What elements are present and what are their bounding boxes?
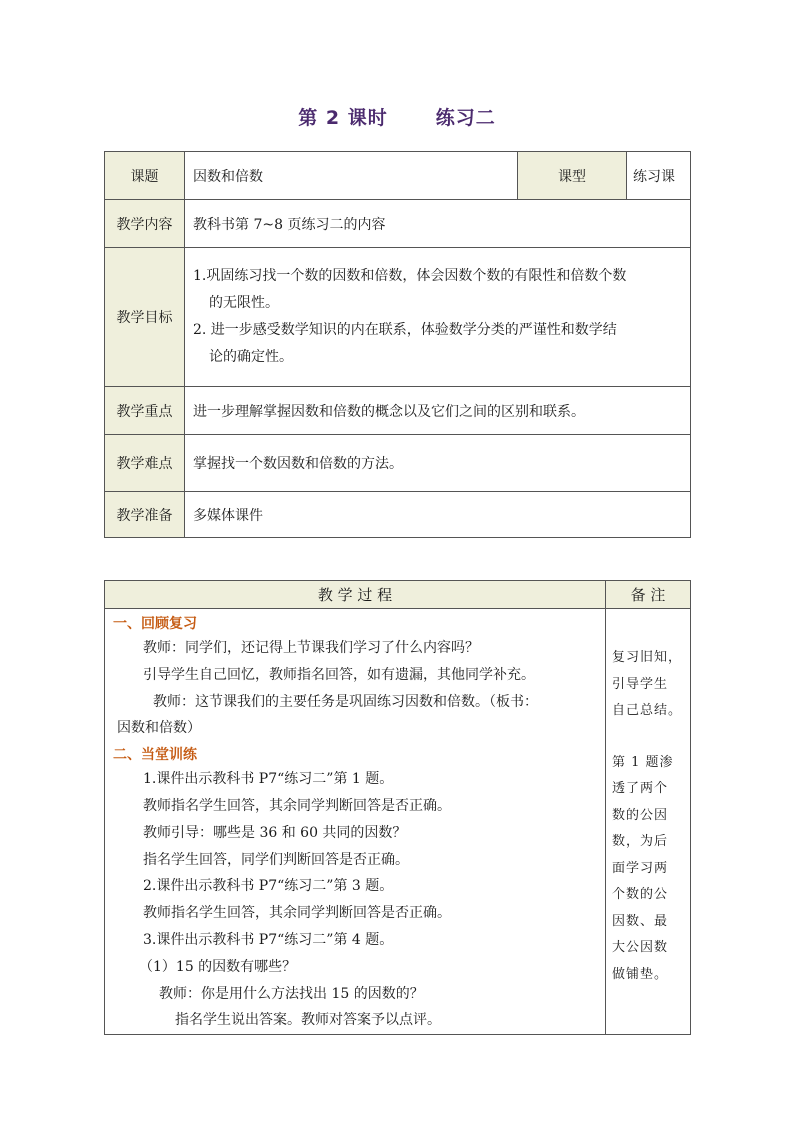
lesson-info-table [104,151,691,538]
page-title [0,103,794,130]
note-line: 复习旧知， [612,650,683,665]
content-row [105,200,691,248]
note-line: 大公因数 [612,940,669,955]
topic-label: 课题 [105,152,185,200]
key-label: 教学重点 [105,387,185,435]
text-line: 3.课件出示教科书 P7“练习二”第 4 题。 [143,931,394,948]
prep-row [105,492,691,538]
content-label: 教学内容 [105,200,185,248]
note-line: 引导学生 [612,676,669,692]
text-line: 引导学生自己回忆，教师指名回答，如有遗漏，其他同学补充。 [143,666,535,683]
note-line: 数，为后 [612,834,669,849]
key-value: 进一步理解掌握因数和倍数的概念以及它们之间的区别和联系。 [185,387,691,435]
topic-value: 因数和倍数 [185,152,518,200]
note-line: 个数的公 [612,887,669,902]
notes-header: 备 注 [606,581,691,609]
goal-row [105,248,691,387]
notes-content [606,609,691,1035]
difficulty-value: 掌握找一个数因数和倍数的方法。 [185,435,691,492]
process-header-row [105,581,691,609]
text-line: 教师引导：哪些是 36 和 60 共同的因数？ [143,824,407,841]
text-line: 1.课件出示教科书 P7“练习二”第 1 题。 [143,771,394,788]
process-content [105,609,606,1035]
text-line: 教师指名学生回答，其余同学判断回答是否正确。 [143,905,451,922]
process-header: 教 学 过 程 [105,581,606,609]
note-line: 自己总结。 [612,703,683,718]
difficulty-row [105,435,691,492]
text-line: 指名学生回答，同学们判断回答是否正确。 [143,851,409,868]
goal-line: 2. 进一步感受数学知识的内在联系，体验数学分类的严谨性和数学结 [193,322,617,338]
goal-line: 的无限性。 [209,295,279,311]
text-line: 教师指名学生回答，其余同学判断回答是否正确。 [143,797,451,814]
note-line: 数的公因 [612,807,669,823]
note-line: 透了两个 [612,781,669,796]
note-line: 第 1 题渗 [612,754,674,770]
lesson-name: 练习二 [435,107,496,129]
prep-label: 教学准备 [105,492,185,538]
note-line: 做铺垫。 [612,966,669,982]
section-review-heading: 一、回顾复习 [113,616,197,632]
note-line: 面学习两 [612,860,669,876]
teaching-process-table [104,580,691,1035]
difficulty-label: 教学难点 [105,435,185,492]
text-line: 指名学生说出答案。教师对答案予以点评。 [175,1012,441,1029]
prep-value: 多媒体课件 [185,492,691,538]
lesson-number: 第 2 课时 [298,107,388,129]
text-line: 教师：这节课我们的主要任务是巩固练习因数和倍数。（板书： [153,693,538,710]
goal-label: 教学目标 [105,248,185,387]
text-line: （1）15 的因数有哪些？ [139,958,297,975]
key-row [105,387,691,435]
type-value: 练习课 [627,152,691,200]
process-body-row [105,609,691,1035]
goal-line: 论的确定性。 [209,349,293,365]
text-line: 因数和倍数） [117,720,201,737]
text-line: 教师：同学们，还记得上节课我们学习了什么内容吗？ [143,640,479,656]
goal-value [185,248,691,387]
text-line: 2.课件出示教科书 P7“练习二”第 3 题。 [143,878,394,895]
text-line: 教师：你是用什么方法找出 15 的因数的？ [159,985,424,1002]
section-practice-heading: 二、当堂训练 [113,747,197,764]
goal-line: 1.巩固练习找一个数的因数和倍数，体会因数个数的有限性和倍数个数 [193,268,627,284]
note-line: 因数、最 [612,913,669,929]
topic-row [105,152,691,200]
type-label: 课型 [518,152,627,200]
content-value: 教科书第 7~8 页练习二的内容 [185,200,691,248]
